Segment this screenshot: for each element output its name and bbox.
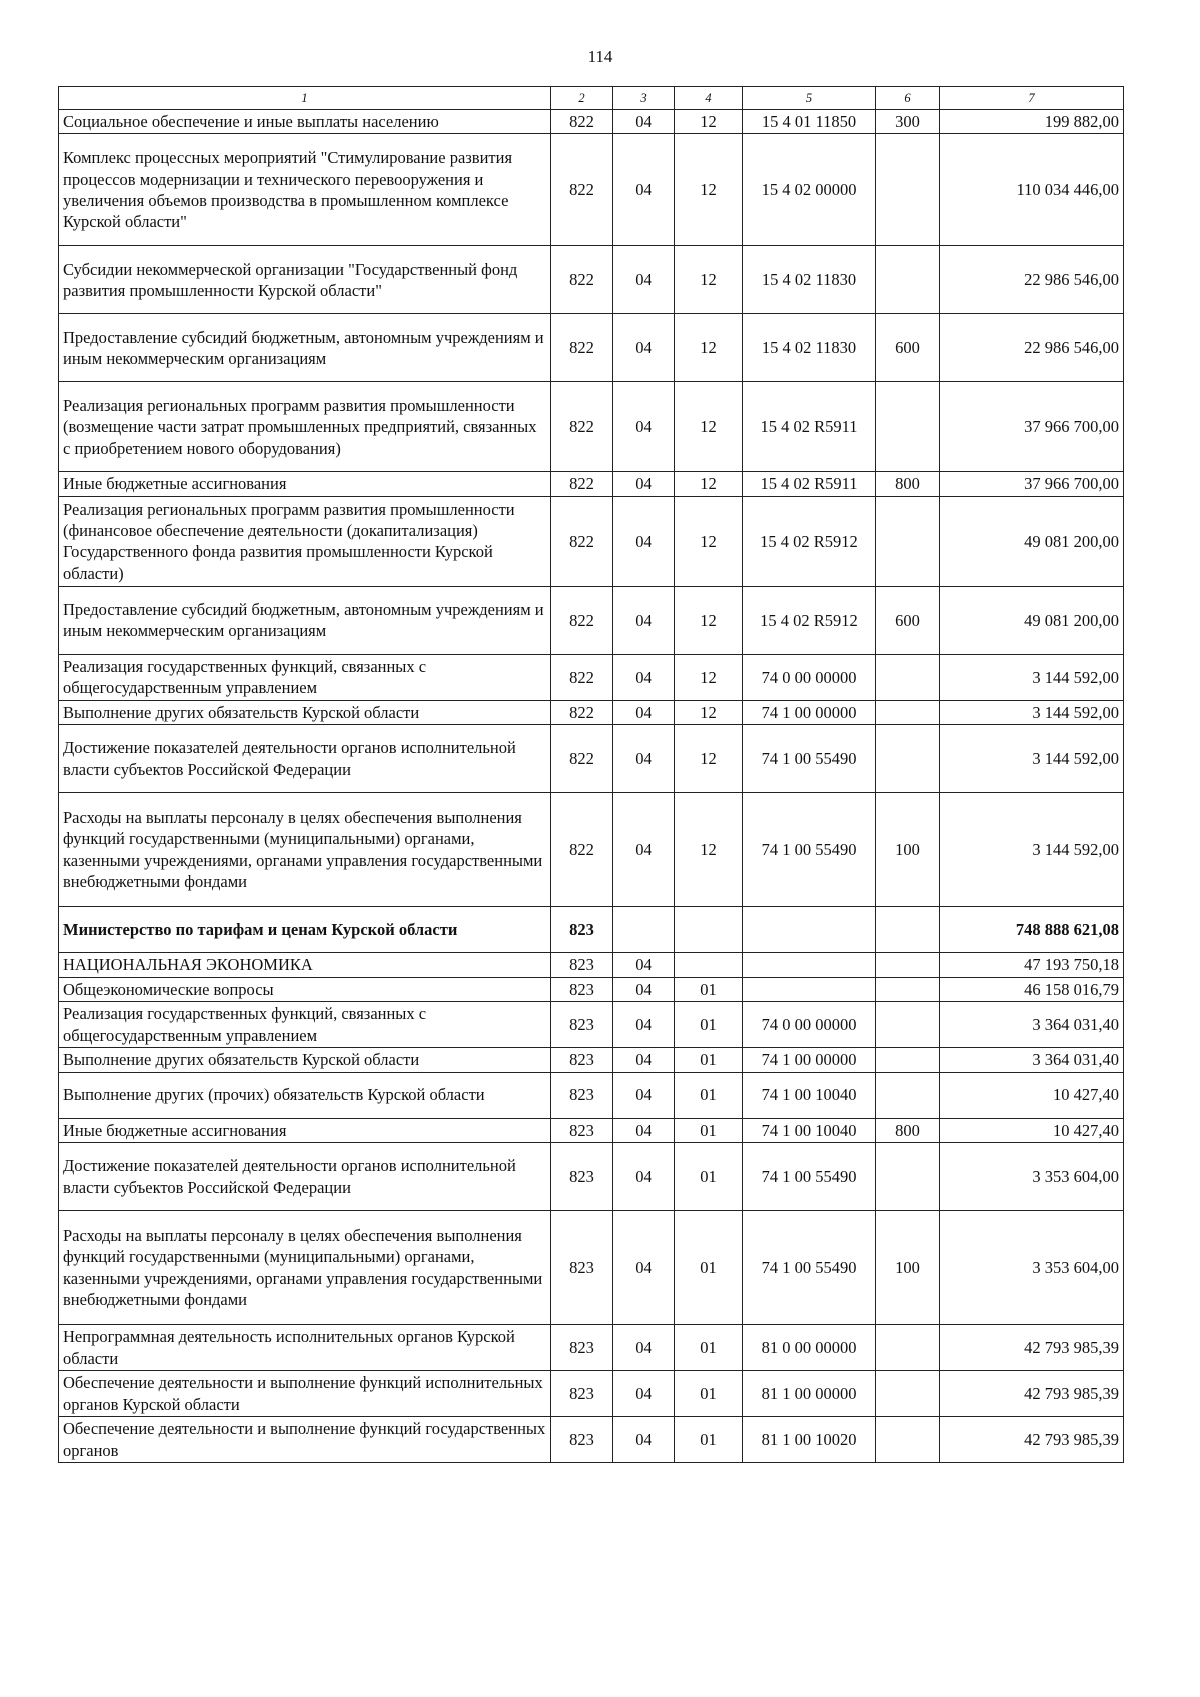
row-expense-type: [876, 1371, 940, 1417]
row-ministry-code: 822: [551, 586, 613, 654]
table-row: [59, 1371, 1124, 1417]
row-target-code: 81 1 00 00000: [743, 1371, 876, 1417]
row-name: Выполнение других обязательств Курской области: [59, 700, 551, 724]
row-section-code: 04: [613, 382, 675, 472]
row-section-code: 04: [613, 1072, 675, 1118]
row-target-code: 74 0 00 00000: [743, 1002, 876, 1048]
row-name: Социальное обеспечение и иные выплаты населению: [59, 110, 551, 134]
row-amount: 10 427,40: [940, 1072, 1124, 1118]
row-section-code: 04: [613, 472, 675, 496]
row-amount: 3 144 592,00: [940, 725, 1124, 793]
row-section-code: 04: [613, 1118, 675, 1142]
row-amount: 49 081 200,00: [940, 496, 1124, 586]
row-ministry-code: 823: [551, 1211, 613, 1325]
row-expense-type: [876, 654, 940, 700]
row-section-code: 04: [613, 793, 675, 907]
row-target-code: 81 1 00 10020: [743, 1417, 876, 1463]
row-subsection-code: 12: [675, 246, 743, 314]
row-name: Предоставление субсидий бюджетным, автономным учреждениям и иным некоммерческим организациям: [59, 314, 551, 382]
table-row: [59, 1417, 1124, 1463]
row-expense-type: [876, 700, 940, 724]
row-expense-type: [876, 1048, 940, 1072]
row-subsection-code: 01: [675, 1002, 743, 1048]
row-name: Предоставление субсидий бюджетным, автономным учреждениям и иным некоммерческим организациям: [59, 586, 551, 654]
header-row: [59, 87, 1124, 110]
row-target-code: 74 0 00 00000: [743, 654, 876, 700]
table-row: [59, 725, 1124, 793]
table-row: [59, 1118, 1124, 1142]
table-row: [59, 1211, 1124, 1325]
row-target-code: [743, 977, 876, 1001]
row-amount: 3 144 592,00: [940, 654, 1124, 700]
row-expense-type: [876, 1072, 940, 1118]
row-name: Выполнение других (прочих) обязательств Курской области: [59, 1072, 551, 1118]
header-col-2: 2: [551, 87, 613, 110]
row-expense-type: 300: [876, 110, 940, 134]
row-amount: 22 986 546,00: [940, 314, 1124, 382]
row-subsection-code: 01: [675, 1371, 743, 1417]
row-expense-type: [876, 1325, 940, 1371]
row-expense-type: 600: [876, 314, 940, 382]
table-row: [59, 977, 1124, 1001]
header-col-3: 3: [613, 87, 675, 110]
row-target-code: 15 4 02 11830: [743, 314, 876, 382]
row-expense-type: 600: [876, 586, 940, 654]
row-subsection-code: 12: [675, 586, 743, 654]
row-subsection-code: 12: [675, 382, 743, 472]
row-expense-type: [876, 725, 940, 793]
row-target-code: 15 4 02 R5912: [743, 496, 876, 586]
table-row: [59, 1143, 1124, 1211]
row-amount: 3 144 592,00: [940, 700, 1124, 724]
row-amount: 110 034 446,00: [940, 134, 1124, 246]
row-target-code: [743, 953, 876, 977]
table-row: [59, 110, 1124, 134]
row-expense-type: [876, 496, 940, 586]
row-expense-type: 100: [876, 1211, 940, 1325]
row-section-code: 04: [613, 246, 675, 314]
row-expense-type: [876, 977, 940, 1001]
row-ministry-code: 823: [551, 1118, 613, 1142]
row-name: Иные бюджетные ассигнования: [59, 1118, 551, 1142]
row-subsection-code: 01: [675, 1143, 743, 1211]
row-ministry-code: 823: [551, 1325, 613, 1371]
row-amount: 37 966 700,00: [940, 382, 1124, 472]
table-row: [59, 314, 1124, 382]
row-amount: 22 986 546,00: [940, 246, 1124, 314]
row-expense-type: [876, 907, 940, 953]
table-row: [59, 1072, 1124, 1118]
row-amount: 42 793 985,39: [940, 1371, 1124, 1417]
row-target-code: 74 1 00 10040: [743, 1118, 876, 1142]
row-amount: 42 793 985,39: [940, 1325, 1124, 1371]
row-section-code: 04: [613, 314, 675, 382]
row-ministry-code: 823: [551, 1048, 613, 1072]
page-number: 114: [587, 47, 613, 66]
row-name: Субсидии некоммерческой организации "Государственный фонд развития промышленности Курской области": [59, 246, 551, 314]
header-col-1: 1: [59, 87, 551, 110]
row-expense-type: [876, 1417, 940, 1463]
row-name: Непрограммная деятельность исполнительных органов Курской области: [59, 1325, 551, 1371]
row-expense-type: 100: [876, 793, 940, 907]
row-amount: 199 882,00: [940, 110, 1124, 134]
row-section-code: [613, 907, 675, 953]
row-amount: 10 427,40: [940, 1118, 1124, 1142]
row-ministry-code: 823: [551, 953, 613, 977]
row-target-code: 74 1 00 55490: [743, 725, 876, 793]
row-name: Реализация региональных программ развития промышленности (возмещение части затрат промышленных предприятий, связанных с приобретением нового оборудования): [59, 382, 551, 472]
table-row: [59, 586, 1124, 654]
header-col-4: 4: [675, 87, 743, 110]
row-amount: 47 193 750,18: [940, 953, 1124, 977]
row-target-code: 74 1 00 55490: [743, 1211, 876, 1325]
row-ministry-code: 822: [551, 654, 613, 700]
row-amount: 37 966 700,00: [940, 472, 1124, 496]
row-section-code: 04: [613, 1211, 675, 1325]
row-ministry-code: 822: [551, 793, 613, 907]
row-subsection-code: 01: [675, 1118, 743, 1142]
table-row: [59, 134, 1124, 246]
row-target-code: 74 1 00 00000: [743, 1048, 876, 1072]
row-section-code: 04: [613, 1371, 675, 1417]
row-section-code: 04: [613, 1048, 675, 1072]
table-row: [59, 472, 1124, 496]
row-target-code: 74 1 00 55490: [743, 1143, 876, 1211]
row-subsection-code: 12: [675, 110, 743, 134]
row-amount: 3 144 592,00: [940, 793, 1124, 907]
row-name: Обеспечение деятельности и выполнение функций исполнительных органов Курской области: [59, 1371, 551, 1417]
table-row: [59, 1048, 1124, 1072]
row-name: НАЦИОНАЛЬНАЯ ЭКОНОМИКА: [59, 953, 551, 977]
row-subsection-code: 12: [675, 314, 743, 382]
row-target-code: 15 4 01 11850: [743, 110, 876, 134]
row-name: Выполнение других обязательств Курской области: [59, 1048, 551, 1072]
row-subsection-code: 12: [675, 654, 743, 700]
row-ministry-code: 823: [551, 1002, 613, 1048]
row-expense-type: 800: [876, 472, 940, 496]
row-ministry-code: 822: [551, 472, 613, 496]
row-subsection-code: 12: [675, 134, 743, 246]
row-section-code: 04: [613, 953, 675, 977]
row-subsection-code: 12: [675, 725, 743, 793]
row-target-code: 81 0 00 00000: [743, 1325, 876, 1371]
row-expense-type: [876, 1143, 940, 1211]
budget-table: [58, 86, 1124, 1463]
row-target-code: 74 1 00 10040: [743, 1072, 876, 1118]
row-amount: 3 353 604,00: [940, 1211, 1124, 1325]
row-section-code: 04: [613, 1417, 675, 1463]
row-ministry-code: 823: [551, 1072, 613, 1118]
row-target-code: 15 4 02 11830: [743, 246, 876, 314]
row-section-code: 04: [613, 654, 675, 700]
row-amount: 49 081 200,00: [940, 586, 1124, 654]
table-row: [59, 382, 1124, 472]
row-subsection-code: [675, 907, 743, 953]
row-section-code: 04: [613, 977, 675, 1001]
row-subsection-code: 01: [675, 1325, 743, 1371]
row-subsection-code: 01: [675, 1048, 743, 1072]
row-ministry-code: 823: [551, 907, 613, 953]
row-target-code: 15 4 02 R5911: [743, 472, 876, 496]
row-name: Обеспечение деятельности и выполнение функций государственных органов: [59, 1417, 551, 1463]
row-section-code: 04: [613, 1325, 675, 1371]
row-ministry-code: 823: [551, 1417, 613, 1463]
row-expense-type: [876, 382, 940, 472]
table-row: [59, 1002, 1124, 1048]
row-subsection-code: 12: [675, 496, 743, 586]
row-ministry-code: 823: [551, 1371, 613, 1417]
row-ministry-code: 822: [551, 700, 613, 724]
row-name: Общеэкономические вопросы: [59, 977, 551, 1001]
row-ministry-code: 822: [551, 725, 613, 793]
row-name: Реализация государственных функций, связанных с общегосударственным управлением: [59, 654, 551, 700]
row-subsection-code: 12: [675, 472, 743, 496]
header-col-7: 7: [940, 87, 1124, 110]
row-ministry-code: 823: [551, 977, 613, 1001]
row-name: Комплекс процессных мероприятий "Стимулирование развития процессов модернизации и технического перевооружения и увеличения объемов производства в промышленном комплексе Курской области": [59, 134, 551, 246]
row-subsection-code: 01: [675, 1211, 743, 1325]
table-row: [59, 1325, 1124, 1371]
header-col-6: 6: [876, 87, 940, 110]
row-amount: 46 158 016,79: [940, 977, 1124, 1001]
row-amount: 3 364 031,40: [940, 1048, 1124, 1072]
row-section-code: 04: [613, 110, 675, 134]
row-amount: 748 888 621,08: [940, 907, 1124, 953]
row-ministry-code: 822: [551, 314, 613, 382]
row-ministry-code: 822: [551, 246, 613, 314]
row-expense-type: 800: [876, 1118, 940, 1142]
row-name: Иные бюджетные ассигнования: [59, 472, 551, 496]
row-section-code: 04: [613, 700, 675, 724]
row-expense-type: [876, 953, 940, 977]
row-name: Реализация региональных программ развития промышленности (финансовое обеспечение деятельности (докапитализация) Государственного фонда развития промышленности Курской области): [59, 496, 551, 586]
header-col-5: 5: [743, 87, 876, 110]
row-ministry-code: 822: [551, 382, 613, 472]
row-target-code: 15 4 02 00000: [743, 134, 876, 246]
row-amount: 3 353 604,00: [940, 1143, 1124, 1211]
row-section-code: 04: [613, 725, 675, 793]
row-subsection-code: 01: [675, 1072, 743, 1118]
row-expense-type: [876, 246, 940, 314]
row-subsection-code: [675, 953, 743, 977]
row-target-code: 15 4 02 R5912: [743, 586, 876, 654]
table-row: [59, 700, 1124, 724]
table-row: [59, 496, 1124, 586]
table-row: [59, 246, 1124, 314]
row-target-code: 74 1 00 00000: [743, 700, 876, 724]
row-name: Реализация государственных функций, связанных с общегосударственным управлением: [59, 1002, 551, 1048]
row-ministry-code: 822: [551, 110, 613, 134]
row-target-code: 15 4 02 R5911: [743, 382, 876, 472]
row-section-code: 04: [613, 1143, 675, 1211]
row-section-code: 04: [613, 496, 675, 586]
row-ministry-code: 822: [551, 134, 613, 246]
table-row: [59, 953, 1124, 977]
row-name: Достижение показателей деятельности органов исполнительной власти субъектов Российской Федерации: [59, 725, 551, 793]
row-ministry-code: 823: [551, 1143, 613, 1211]
row-section-code: 04: [613, 1002, 675, 1048]
row-target-code: [743, 907, 876, 953]
row-amount: 3 364 031,40: [940, 1002, 1124, 1048]
row-expense-type: [876, 1002, 940, 1048]
row-name: Министерство по тарифам и ценам Курской области: [59, 907, 551, 953]
row-expense-type: [876, 134, 940, 246]
row-name: Достижение показателей деятельности органов исполнительной власти субъектов Российской Федерации: [59, 1143, 551, 1211]
row-subsection-code: 01: [675, 1417, 743, 1463]
row-amount: 42 793 985,39: [940, 1417, 1124, 1463]
row-subsection-code: 01: [675, 977, 743, 1001]
row-subsection-code: 12: [675, 793, 743, 907]
table-row: [59, 907, 1124, 953]
row-name: Расходы на выплаты персоналу в целях обеспечения выполнения функций государственными (муниципальными) органами, казенными учреждениями, органами управления государственными внебюджетными фондами: [59, 1211, 551, 1325]
table-row: [59, 654, 1124, 700]
table-row: [59, 793, 1124, 907]
row-target-code: 74 1 00 55490: [743, 793, 876, 907]
row-subsection-code: 12: [675, 700, 743, 724]
row-section-code: 04: [613, 134, 675, 246]
row-section-code: 04: [613, 586, 675, 654]
row-name: Расходы на выплаты персоналу в целях обеспечения выполнения функций государственными (муниципальными) органами, казенными учреждениями, органами управления государственными внебюджетными фондами: [59, 793, 551, 907]
row-ministry-code: 822: [551, 496, 613, 586]
